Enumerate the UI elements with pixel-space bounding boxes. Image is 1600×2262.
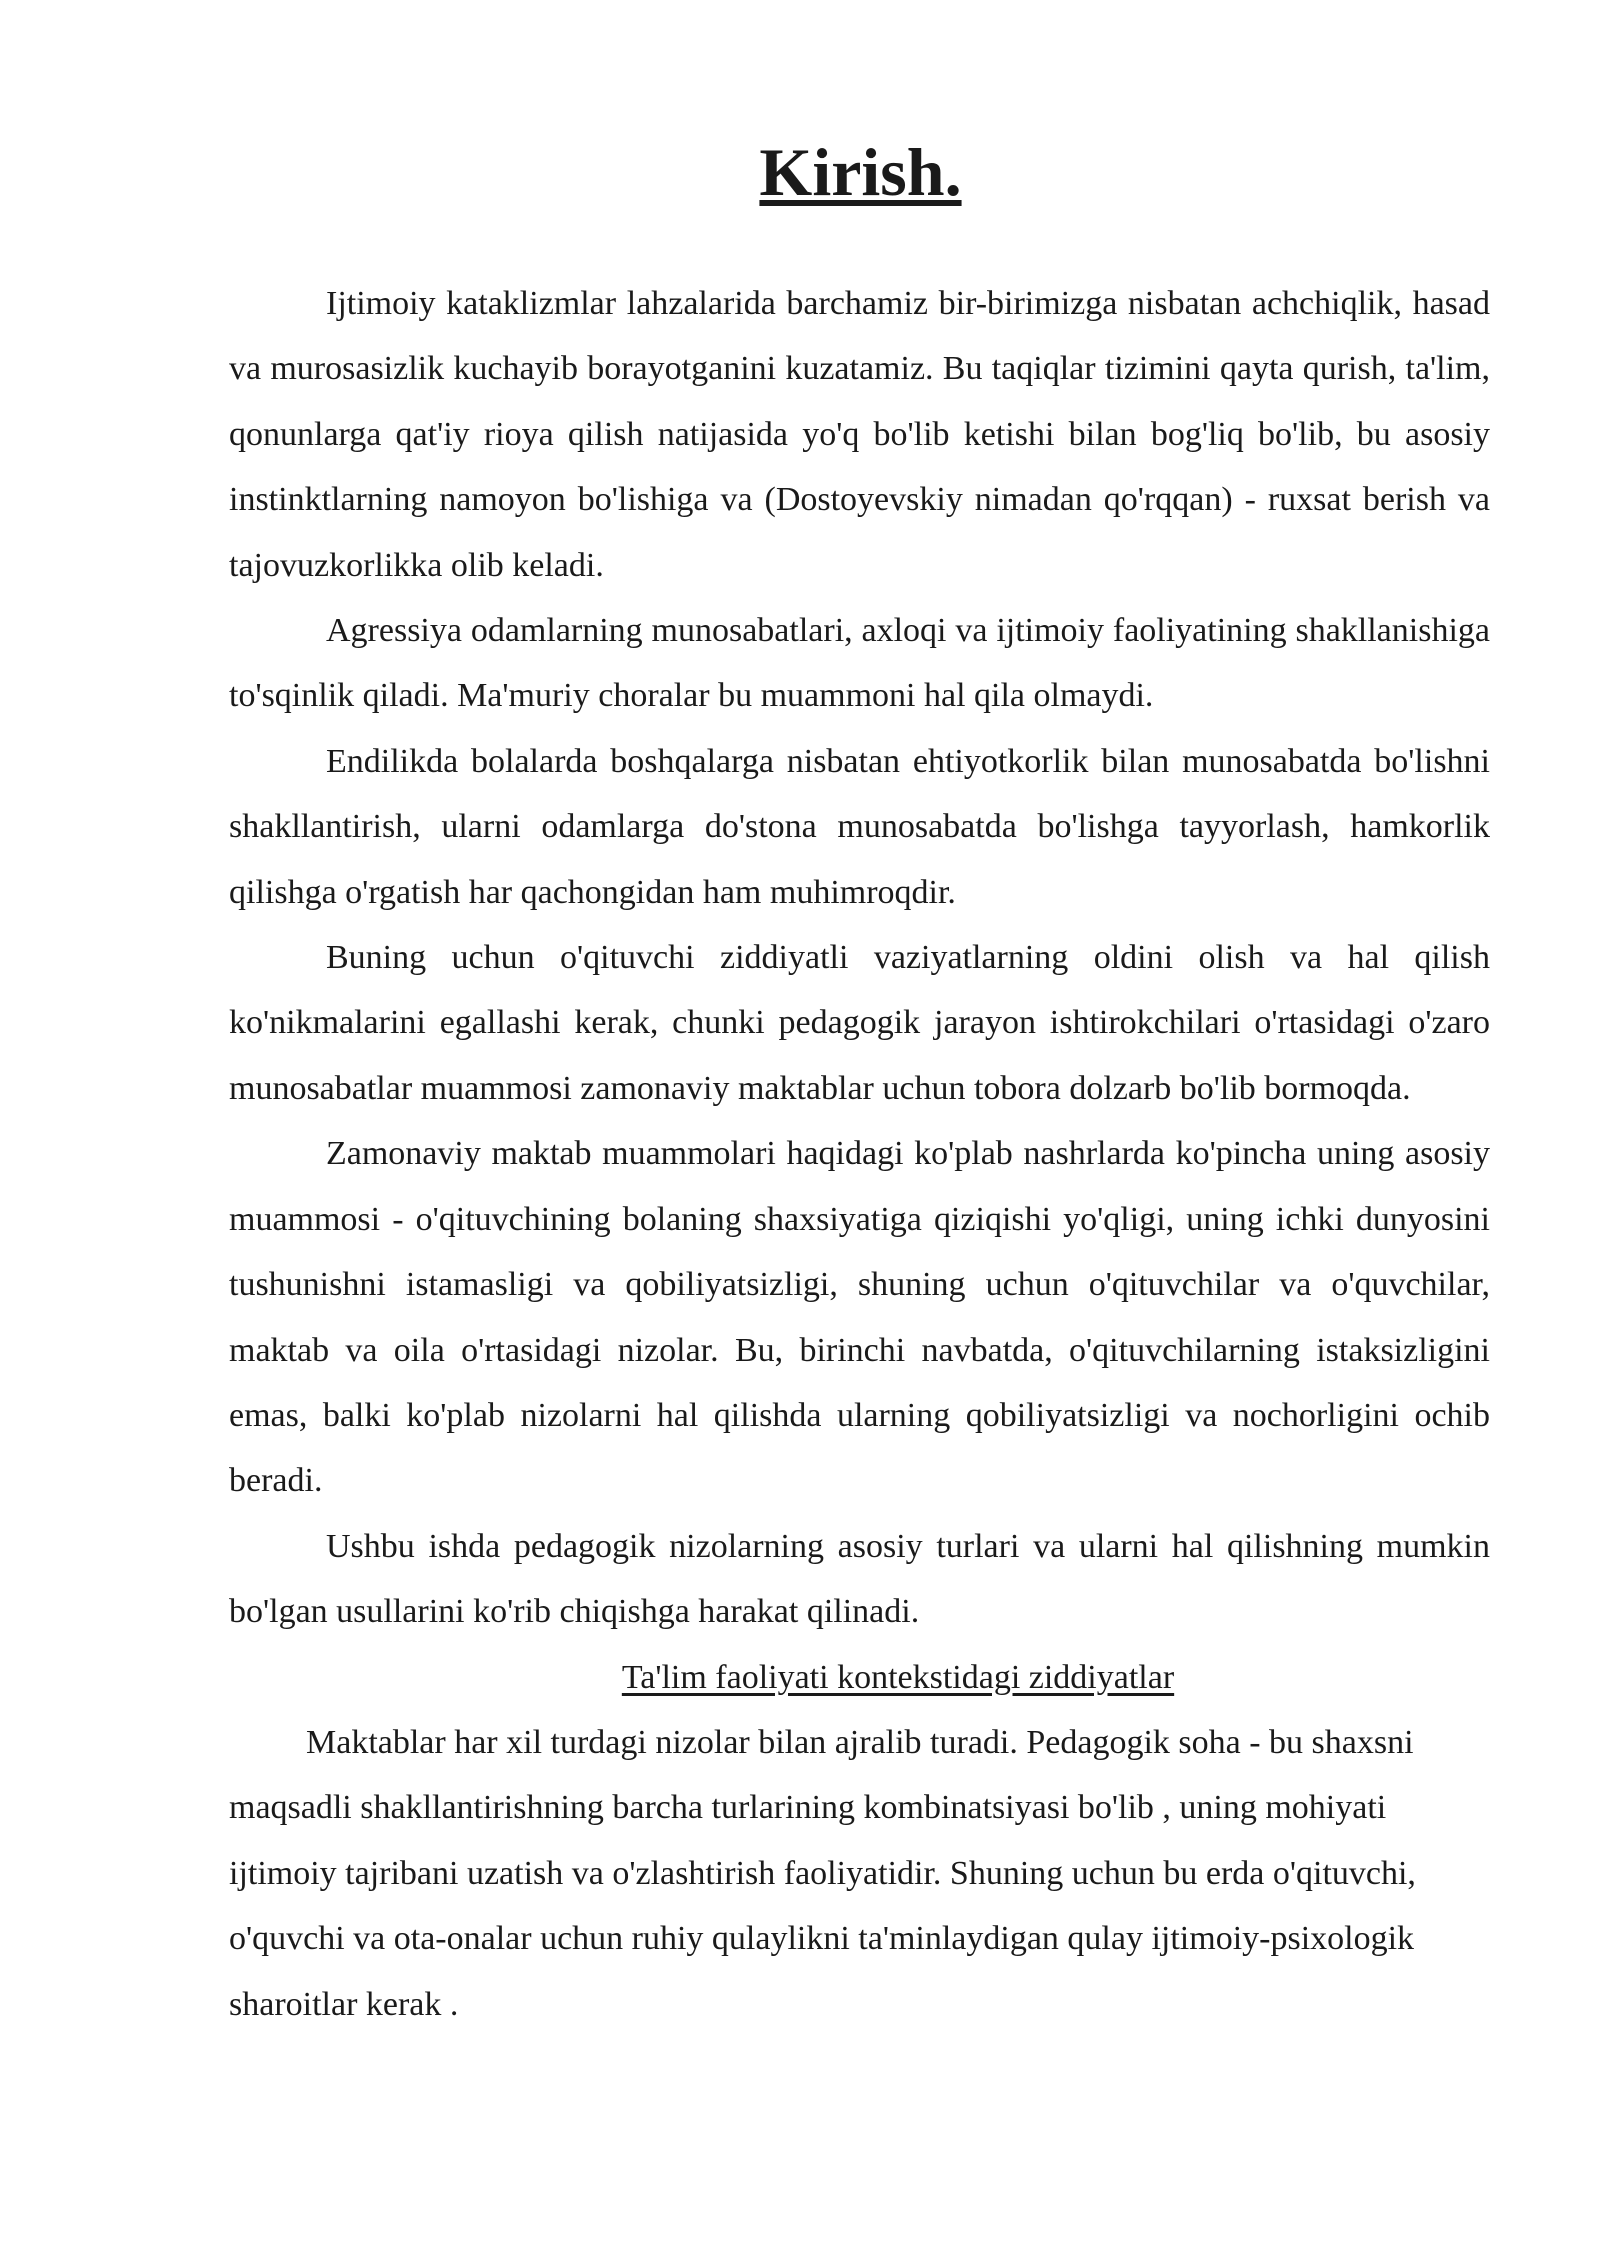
paragraph-school-problems: Zamonaviy maktab muammolari haqidagi ko'plab nashrlarda ko'pincha uning asosiy muammosi - o'qituvchining bolaning shaxsiyatiga qiziqishi yo'qligi, uning ichki dunyosini tushunishni istamasligi va qobiliyatsizligi, shuning uchun o'qituvchilar va o'quvchilar, maktab va oila o'rtasidagi nizolar. Bu, birinchi navbatda, o'qituvchilarning istaksizligini emas, balki ko'plab nizolarni hal qilishda ularning qobiliyatsizligi va nochorligini ochib beradi. [229, 1135, 1490, 1500]
paragraph-intro: Ijtimoiy kataklizmlar lahzalarida barchamiz bir-birimizga nisbatan achchiqlik, hasad va murosasizlik kuchayib borayotganini kuzatamiz. Bu taqiqlar tizimini qayta qurish, ta'lim, qonunlarga qat'iy rioya qilish natijasida yo'q bo'lib ketishi bilan bog'liq bo'lib, bu asosiy instinktlarning namoyon bo'lishiga va (Dostoyevskiy nimadan qo'rqqan) - ruxsat berish va tajovuzkorlikka olib keladi. [229, 285, 1490, 584]
paragraph-teacher-skills: Buning uchun o'qituvchi ziddiyatli vaziyatlarning oldini olish va hal qilish ko'nikmalarini egallashi kerak, chunki pedagogik jarayon ishtirokchilari o'rtasidagi o'zaro munosabatlar muammosi zamonaviy maktablar uchun tobora dolzarb bo'lib bormoqda. [229, 939, 1490, 1107]
paragraph-schools: Maktablar har xil turdagi nizolar bilan ajralib turadi. Pedagogik soha - bu shaxsni maqsadli shakllantirishning barcha turlarining kombinatsiyasi bo'lib , uning mohiyati ijtimoiy tajribani uzatish va o'zlashtirish faoliyatidir. Shuning uchun bu erda o'qituvchi, o'quvchi va ota-onalar uchun ruhiy qulaylikni ta'minlaydigan qulay ijtimoiy-psixologik sharoitlar kerak . [229, 1723, 1416, 2023]
section-subtitle: Ta'lim faoliyati kontekstidagi ziddiyatlar [621, 1658, 1175, 1696]
paragraph-work-goal: Ushbu ishda pedagogik nizolarning asosiy turlari va ularni hal qilishning mumkin bo'lgan usullarini ko'rib chiqishga harakat qilinadi. [229, 1527, 1490, 1631]
paragraph-children: Endilikda bolalarda boshqalarga nisbatan ehtiyotkorlik bilan munosabatda bo'lishni shakllantirish, ularni odamlarga do'stona munosabatda bo'lishga tayyorlash, hamkorlik qilishga o'rgatish har qachongidan ham muhimroqdir. [229, 742, 1490, 911]
document-page [229, 134, 1490, 2037]
page-title: Kirish. [759, 134, 962, 210]
paragraph-aggression: Agressiya odamlarning munosabatlari, axloqi va ijtimoiy faoliyatining shakllanishiga to'sqinlik qiladi. Ma'muriy choralar bu muammoni hal qila olmaydi. [229, 612, 1490, 715]
